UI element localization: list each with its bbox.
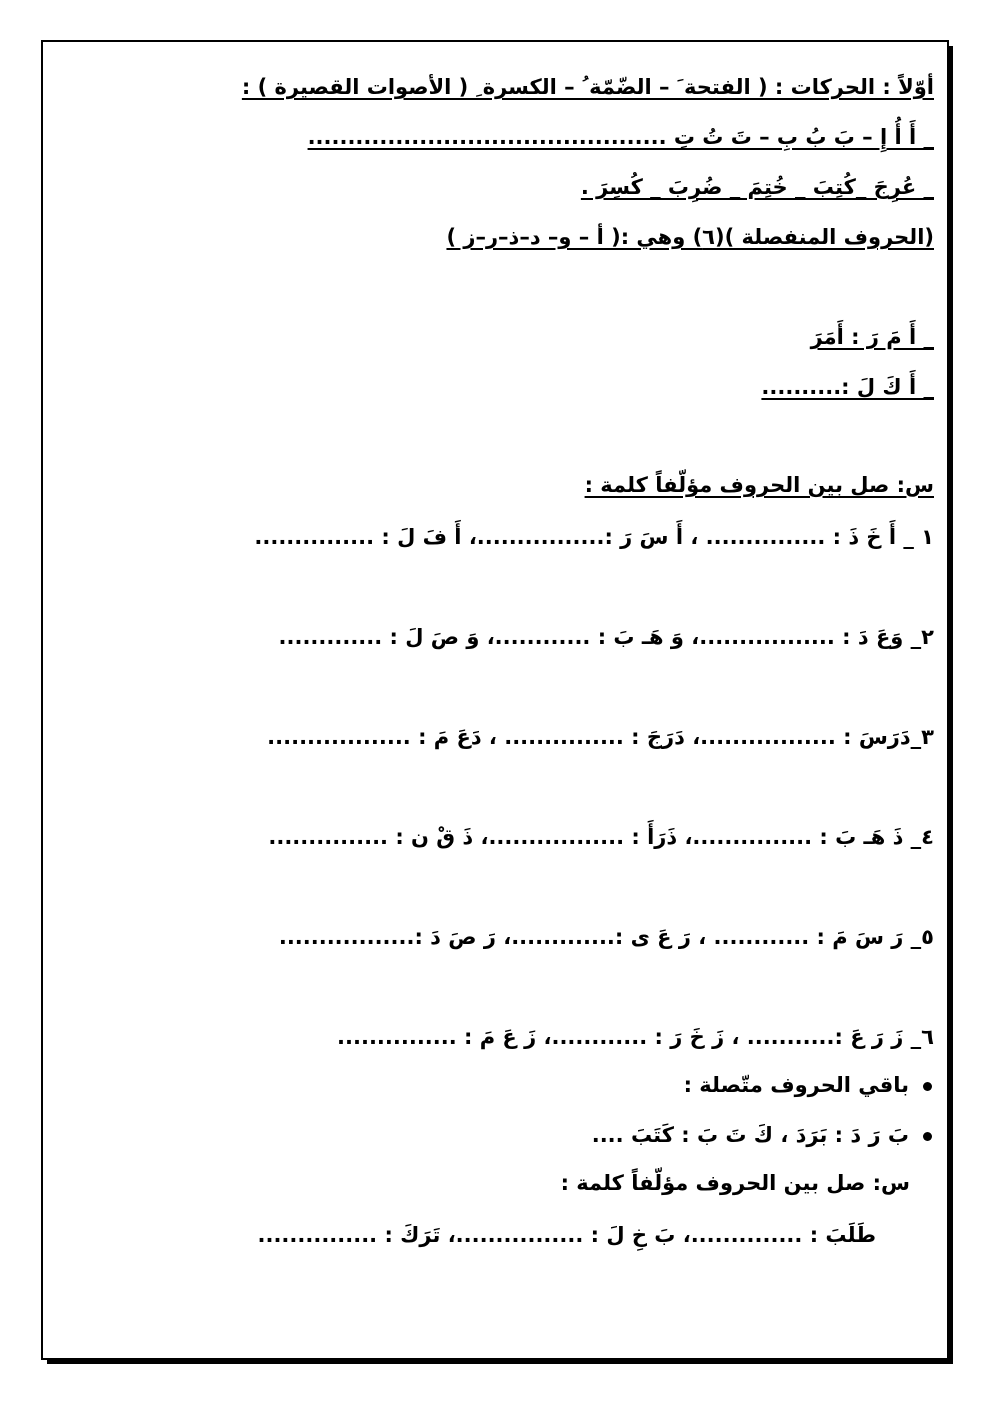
exercise2-item: طَلَبَ : ..............، بَ خِ لَ : ................، تَرَكَ : ............... xyxy=(257,1223,876,1247)
bullet-icon xyxy=(923,1132,932,1141)
exercise1-item: ١ _ أَ خَ ذَ : ............... ، أَ سَ رَ :................، أَ فَ لَ : ............... xyxy=(254,525,934,549)
separated-letters-title: (الحروف المنفصلة )(٦) وهي :( أ – و– د–ذ–ر–ز ) xyxy=(446,225,934,249)
vowels-letters-line: _ أَ أُ إِ – بَ بُ بِ – تَ تُ تِ ............................................. xyxy=(307,125,934,149)
vowels-words-line: _ عُرِجَ _كُتِبَ _ خُتِمَ _ ضُرِبَ _ كُسِرَ . xyxy=(580,175,934,199)
page-border-shadow-right xyxy=(949,46,953,1364)
exercise1-item: ٤_ ذَ هَـ بَ : ...............، ذَرَأَ : .................، ذَ قْ ن : ............... xyxy=(268,825,934,849)
vowels-title: أوّلاً : الحركات : ( الفتحة َ – الضّمّة ُ – الكسرة ِ ( الأصوات القصيرة ) : xyxy=(241,75,934,99)
exercise1-item: ٣_دَرَسَ : .................، دَرَجَ : ............... ، دَعَ مَ : .................. xyxy=(267,725,934,749)
connected-bullet-2 xyxy=(592,1120,932,1150)
connected-bullet-2-text: بَ رَ دَ : بَرَدَ ، كَ تَ بَ : كَتَبَ .... xyxy=(591,1123,909,1147)
exercise1-item: ٦_ زَ رَ عَ :........... ، زَ خَ رَ : ............، زَ عَ مَ : ............... xyxy=(337,1025,934,1049)
exercise2-question: س: صل بين الحروف مؤلّفاً كلمة : xyxy=(560,1171,910,1195)
exercise1-question: س: صل بين الحروف مؤلّفاً كلمة : xyxy=(584,473,934,497)
page-border-shadow-bottom xyxy=(47,1360,953,1364)
bullet-icon xyxy=(923,1082,932,1091)
connected-bullet-1 xyxy=(684,1070,932,1100)
exercise1-item: ٥_ رَ سَ مَ : ............ ، رَ عَ ى :.............، رَ صَ دَ :................. xyxy=(278,925,934,949)
separated-example-2: _ أَ كَ لَ :.......... xyxy=(761,375,934,399)
connected-bullet-1-text: باقي الحروف متّصلة : xyxy=(683,1073,909,1097)
exercise1-item: ٢_ وَعَ دَ : .................، وَ هَـ بَ : ............، وَ صَ لَ : ............. xyxy=(278,625,934,649)
separated-example-1: _ أَ مَ رَ : أَمَرَ xyxy=(810,325,934,349)
